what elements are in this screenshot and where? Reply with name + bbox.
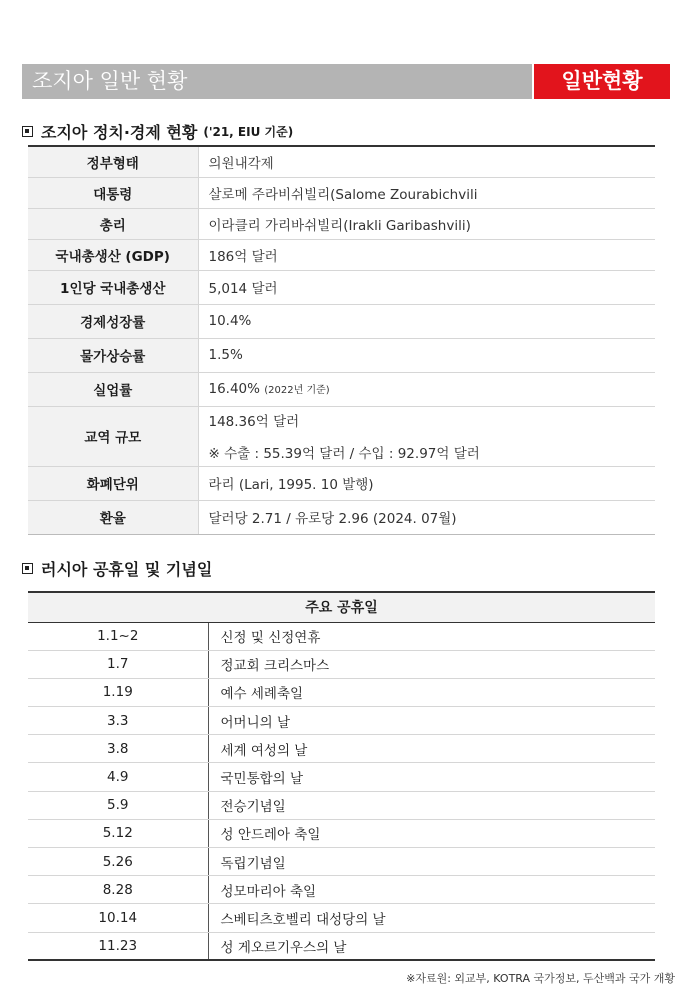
table-header-row	[28, 592, 655, 622]
table-row	[28, 791, 655, 819]
table-header: 주요 공휴일	[28, 592, 655, 622]
table-row	[28, 239, 655, 270]
square-bullet-icon	[22, 126, 33, 137]
holiday-name: 스베티츠호벨리 대성당의 날	[208, 904, 655, 932]
table-row	[28, 466, 655, 500]
row-value: 이라클리 가리바쉬빌리(Irakli Garibashvili)	[198, 208, 655, 239]
table-row	[28, 848, 655, 876]
row-key: 1인당 국내총생산	[28, 270, 198, 304]
table-row	[28, 208, 655, 239]
row-value: 5,014 달러	[198, 270, 655, 304]
table-row	[28, 678, 655, 706]
row-value: 1.5%	[198, 338, 655, 372]
row-value: 달러당 2.71 / 유로당 2.96 (2024. 07월)	[198, 500, 655, 534]
table-row	[28, 904, 655, 932]
table-row	[28, 876, 655, 904]
source-note: ※자료원: 외교부, KOTRA 국가정보, 두산백과 국가 개황	[406, 972, 675, 985]
holiday-body	[28, 622, 655, 960]
table-row	[28, 735, 655, 763]
row-key: 교역 규모	[28, 406, 198, 466]
table-row	[28, 177, 655, 208]
holiday-date: 5.12	[28, 819, 208, 847]
row-value: 16.40%	[208, 381, 260, 397]
table-row	[28, 932, 655, 960]
row-key: 경제성장률	[28, 304, 198, 338]
section-tag: 일반현황	[534, 64, 670, 99]
row-key: 화폐단위	[28, 466, 198, 500]
holiday-date: 4.9	[28, 763, 208, 791]
row-key: 국내총생산 (GDP)	[28, 239, 198, 270]
holiday-name: 신정 및 신정연휴	[208, 622, 655, 650]
holiday-name: 성 안드레아 축일	[208, 819, 655, 847]
row-value: 10.4%	[198, 304, 655, 338]
row-value-cell	[198, 372, 655, 406]
table-row	[28, 500, 655, 534]
holiday-name: 전승기념일	[208, 791, 655, 819]
row-detail: ※ 수출 : 55.39억 달러 / 수입 : 92.97억 달러	[208, 446, 480, 462]
holiday-date: 1.7	[28, 650, 208, 678]
table-row	[28, 146, 655, 177]
holiday-name: 정교회 크리스마스	[208, 650, 655, 678]
table-row	[28, 406, 655, 466]
row-key: 실업률	[28, 372, 198, 406]
holiday-date: 1.1~2	[28, 622, 208, 650]
holiday-date: 5.9	[28, 791, 208, 819]
table-row	[28, 270, 655, 304]
row-note: (2022년 기준)	[264, 385, 330, 396]
table-row	[28, 372, 655, 406]
row-key: 총리	[28, 208, 198, 239]
politics-economy-table	[28, 145, 655, 535]
row-value: 186억 달러	[198, 239, 655, 270]
page-title: 조지아 일반 현황	[22, 64, 532, 99]
table-row	[28, 338, 655, 372]
holiday-name: 국민통합의 날	[208, 763, 655, 791]
table-row	[28, 650, 655, 678]
row-key: 대통령	[28, 177, 198, 208]
table-row	[28, 819, 655, 847]
holiday-date: 8.28	[28, 876, 208, 904]
table-row	[28, 707, 655, 735]
holiday-date: 3.8	[28, 735, 208, 763]
row-key: 환율	[28, 500, 198, 534]
holiday-name: 예수 세례축일	[208, 678, 655, 706]
row-key: 정부형태	[28, 146, 198, 177]
holiday-date: 10.14	[28, 904, 208, 932]
section2-title: 러시아 공휴일 및 기념일	[41, 560, 213, 579]
row-value: 148.36억 달러	[208, 414, 300, 430]
holiday-name: 어머니의 날	[208, 707, 655, 735]
holiday-name: 독립기념일	[208, 848, 655, 876]
holiday-name: 성 게오르기우스의 날	[208, 932, 655, 960]
holiday-date: 5.26	[28, 848, 208, 876]
holiday-table	[28, 591, 655, 961]
title-bar	[22, 64, 670, 99]
holiday-name: 성모마리아 축일	[208, 876, 655, 904]
holiday-date: 1.19	[28, 678, 208, 706]
square-bullet-icon	[22, 563, 33, 574]
row-value: 라리 (Lari, 1995. 10 발행)	[198, 466, 655, 500]
table-row	[28, 763, 655, 791]
section1-title: 조지아 정치·경제 현황	[41, 123, 198, 142]
row-value-cell	[198, 406, 655, 466]
row-key: 물가상승률	[28, 338, 198, 372]
row-value: 의원내각제	[198, 146, 655, 177]
row-value: 살로메 주라비쉬빌리(Salome Zourabichvili	[198, 177, 655, 208]
holiday-date: 3.3	[28, 707, 208, 735]
holiday-name: 세계 여성의 날	[208, 735, 655, 763]
section1-subtitle: ('21, EIU 기준)	[203, 125, 294, 139]
table-row	[28, 622, 655, 650]
section1-heading	[22, 120, 293, 143]
section2-heading	[22, 557, 212, 580]
holiday-date: 11.23	[28, 932, 208, 960]
table-row	[28, 304, 655, 338]
